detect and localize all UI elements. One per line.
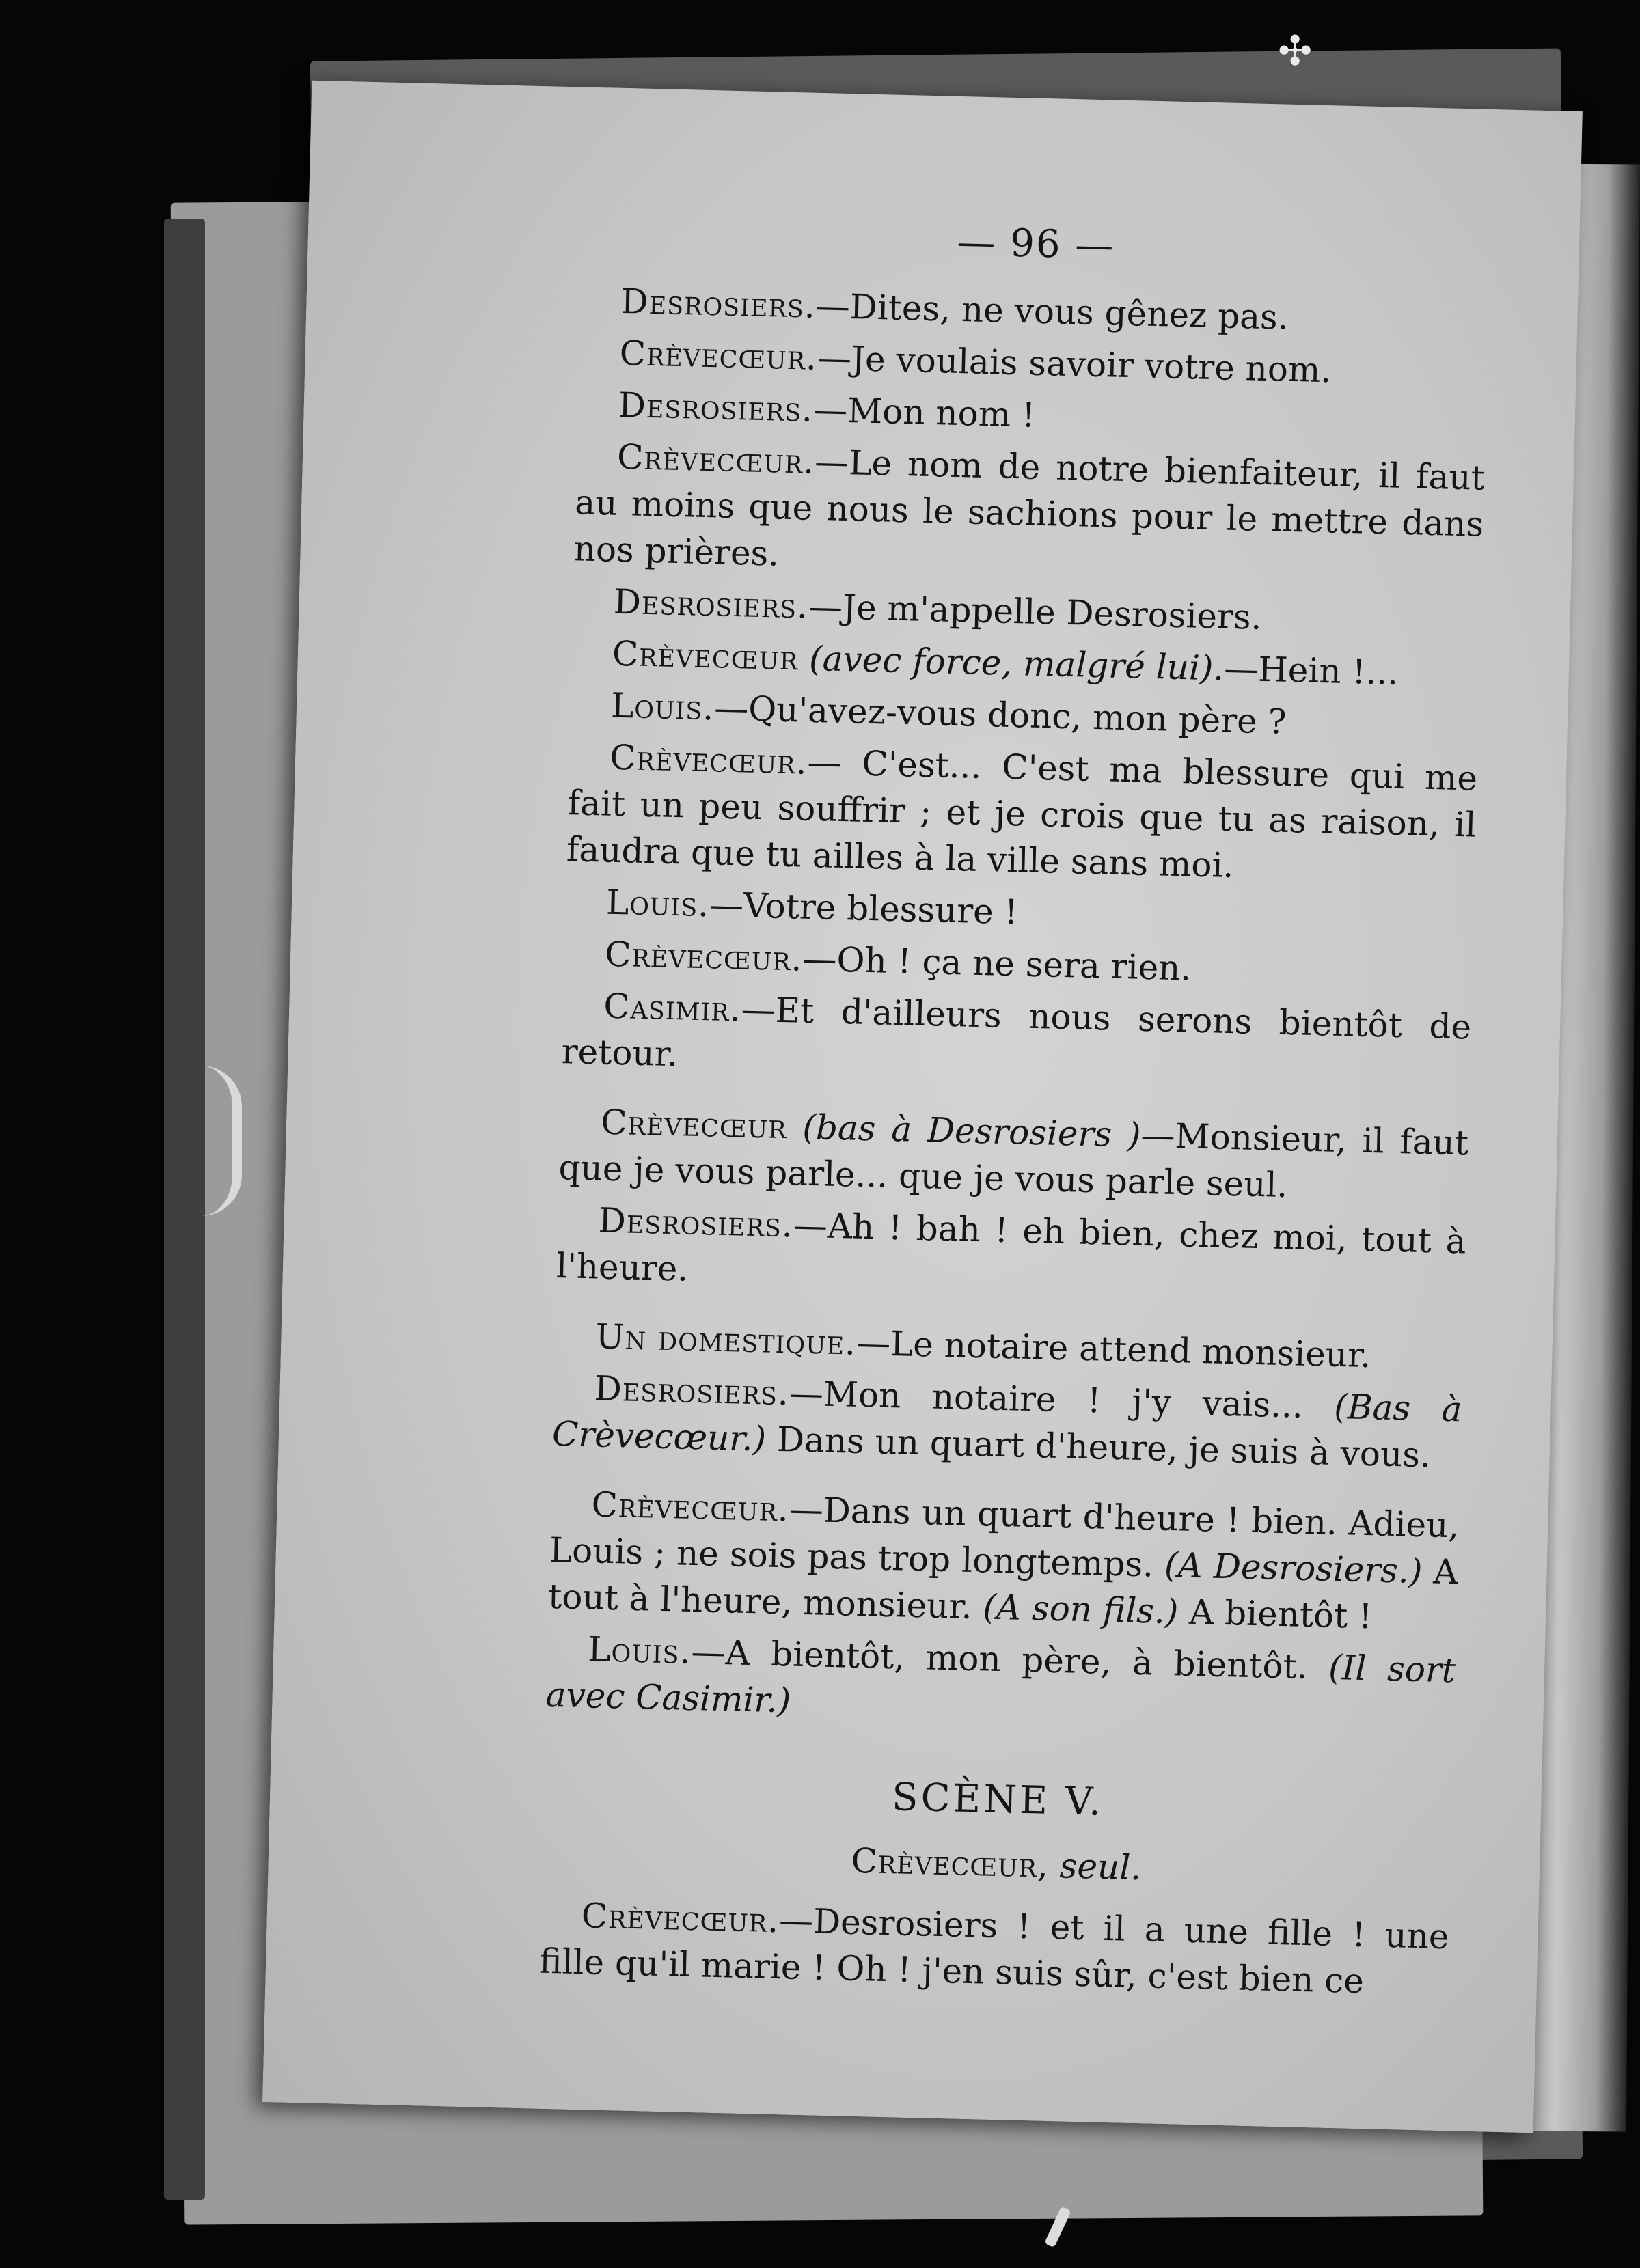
dialogue-text: A bientôt ! [1177,1592,1373,1637]
speaker-name: Crèvecœur [600,1102,788,1147]
dialogue-line [561,982,1472,1096]
dialogue-text: —Mon nom ! [812,389,1036,435]
dialogue-text: —Le notaire attend monsieur. [856,1323,1372,1376]
speaker-name: Desrosiers. [598,1200,794,1245]
book-page [262,81,1583,2133]
speaker-name: Desrosiers. [618,385,814,430]
scene-character-line [541,1830,1451,1898]
dialogue-text: —Dites, ne vous gênez pas. [815,286,1289,337]
speaker-name: Crèvecœur. [590,1484,790,1530]
dialogue-text: —Mon notaire ! j'y vais... [789,1373,1304,1426]
dialogue-text: —Desrosiers ! et il a une fille ! une fille qu'il marie ! Oh ! j'en suis sûr, c'est bien ce [538,1900,1450,2002]
stage-direction: (avec force, malgré lui) [808,638,1214,689]
dialogue-line [547,1480,1460,1642]
dialogue-text: —Dans un quart d'heure ! bien. Adieu, Louis ; ne sois pas trop longtemps. [549,1489,1460,1585]
page-text-block [538,210,1490,2006]
speaker-name: Louis. [605,882,710,925]
dialogue-line [538,1892,1449,2006]
dialogue-line [556,1196,1466,1311]
speaker-name: Crèvecœur, [851,1840,1050,1885]
speaker-name: Un domestique. [594,1316,857,1363]
dialogue-text: A tout à l'heure, monsieur. [547,1551,1459,1627]
dialogue-text: —Qu'avez-vous donc, mon père ? [713,688,1287,742]
dialogue-text: —Le nom de notre bienfaiteur, il faut au moins que nous le sachions pour le mettre dans nos prières. [573,441,1486,574]
speaker-name: Louis. [587,1629,692,1672]
dialogue-line [558,1098,1469,1213]
speaker-name: Desrosiers. [594,1368,790,1413]
stage-direction: (Il sort avec Casimir.) [545,1647,1456,1721]
dialogue-text: Dans un quart d'heure, je suis à vous. [765,1419,1432,1476]
dialogue-text: —Et d'ailleurs nous serons bientôt de retour. [561,989,1472,1075]
dialogue-line [573,432,1486,594]
speaker-name: Crèvecœur. [609,737,808,782]
dialogue-line [545,1625,1456,1740]
page-number: — 96 — [956,219,1116,268]
dialogue-text: —Oh ! ça ne sera rien. [802,939,1192,988]
dialogue-text: .—Hein !... [1212,648,1399,693]
dialogue-text: —Monsieur, il faut que je vous parle... que je vous parle seul. [558,1115,1469,1206]
dialogue-text: —Je m'appelle Desrosiers. [808,586,1263,637]
speaker-name: Casimir. [603,986,742,1029]
stage-direction: (A son fils.) [982,1587,1179,1632]
speaker-name: Crèvecœur. [604,934,804,979]
binding-clip-mark [171,1066,242,1216]
stage-direction: seul. [1059,1846,1142,1888]
speaker-name: Crèvecœur. [616,437,816,482]
dialogue-line [551,1364,1462,1479]
speaker-name: Crèvecœur. [581,1896,780,1941]
dialogue-text: —Je voulais savoir votre nom. [817,337,1332,391]
dialogue-text: — C'est... C'est ma blessure qui me fait un peu souffrir ; et je crois que tu as raison, il faudra que tu ailles à la ville sans moi. [566,742,1478,886]
speaker-name: Louis. [610,685,715,728]
dialogue-text: —Votre blessure ! [709,885,1019,932]
stage-direction: (Bas à Crèvecœur.) [551,1386,1463,1459]
scene-heading: SCÈNE V. [891,1775,1105,1825]
stage-direction: (bas à Desrosiers ) [802,1107,1142,1155]
speaker-name: Crèvecœur. [619,333,818,378]
dialogue-line [566,733,1478,894]
speaker-name: Crèvecœur [612,633,800,678]
speaker-name: Desrosiers. [620,281,817,326]
speaker-name: Desrosiers. [613,581,809,626]
dialogue-text: —Ah ! bah ! eh bien, chez moi, tout à l'heure. [556,1205,1467,1289]
scan-speck-icon: ✣ [1278,27,1313,75]
dialogue-text: —A bientôt, mon père, à bientôt. [690,1631,1309,1687]
stage-direction: (A Desrosiers.) [1164,1545,1423,1592]
